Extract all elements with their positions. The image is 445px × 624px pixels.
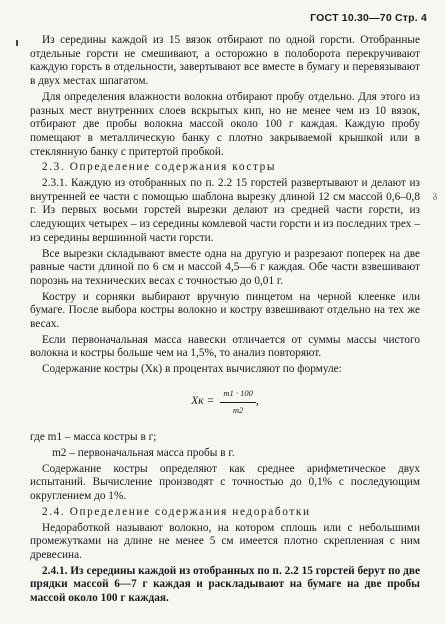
paragraph-2-3-1: 2.3.1. Каждую из отобранных по п. 2.2 15 горстей развертывают и делают из внутренней ее части с помощью шаблона вырезку длиной 12 см массой 0,6–0,8 г. Из первых восьми горстей вырезки делают из средней части горсти, из следующих четырех – из середины комлевой части горсти и из последних трех – из середины вершинной части горсти. — [30, 177, 420, 244]
paragraph-2-4-1: 2.4.1. Из середины каждой из отобранных по п. 2.2 15 горстей берут по две прядки массой 6—7 г каждая и раскладывают на бумаге на две пробы массой около 100 г каждая. — [30, 564, 420, 605]
margin-tick — [16, 40, 18, 46]
paragraph-moisture: Для определения влажности волокна отбирают пробу отдельно. Для этого из разных мест внутренних слоев вскрытых кип, но не менее чем из 10 вязок, отбирают две пробы волокна массой около 100 г каждая. Каждую пробу помещают в металлическую банку с плотно закрываемой крышкой или в стеклянную банку с притертой пробкой. — [30, 90, 420, 158]
formula-tail: , — [255, 395, 259, 408]
formula-denominator: m2 — [232, 404, 244, 415]
page-header: ГОСТ 10.30—70 Стр. 4 — [310, 12, 427, 24]
paragraph-cuttings: Все вырезки складывают вместе одна на другую и разрезают поперек на две равные части длиной по 6 см и массой 4,5—6 г каждая. Обе части взвешивают порознь на технических весах с точностью до 0,01 г. — [30, 247, 420, 287]
legend-m1: где m1 – масса костры в г; — [30, 431, 157, 444]
legend-m2: m2 – первоначальная масса пробы в г. — [52, 446, 235, 459]
section-heading-2-3: 2.3. Определение содержания костры — [42, 161, 277, 174]
paragraph-sampling: Из середины каждой из 15 вязок отбирают по одной горсти. Отобранные отдельные горсти не смешивают, а осторожно в полоборота перекручивают каждую горсть в отдельности, завертывают все вместе в бумагу и перевязывают в двух местах шпагатом. — [30, 34, 420, 88]
document-body — [30, 34, 420, 608]
formula-lhs: Xк = — [191, 395, 215, 408]
paragraph-definition: Недоработкой называют волокно, на котором сплошь или с небольшими промежутками на длине не менее 5 см имеется плотно скрепленная с ним древесина. — [30, 521, 420, 561]
margin-mark: ᵹ — [433, 190, 438, 200]
formula — [30, 387, 420, 417]
paragraph-formula-intro: Содержание костры (Xк) в процентах вычисляют по формуле: — [42, 363, 342, 376]
paragraph-repeat: Если первоначальная масса навески отличается от суммы массы чистого волокна и костры больше чем на 1,5%, то анализ повторяют. — [30, 333, 420, 360]
paragraph-shives: Костру и сорняки выбирают вручную пинцетом на черной клеенке или бумаге. После выбора костры волокно и костру взвешивают отдельно на тех же весах. — [30, 290, 420, 331]
paragraph-average: Содержание костры определяют как среднее арифметическое двух испытаний. Вычисление производят с точностью до 0,1% с последующим округлением до 1%. — [30, 462, 420, 503]
formula-fraction — [220, 387, 256, 417]
formula-numerator: m1 · 100 — [220, 387, 256, 403]
section-heading-2-4: 2.4. Определение содержания недоработки — [42, 505, 311, 518]
